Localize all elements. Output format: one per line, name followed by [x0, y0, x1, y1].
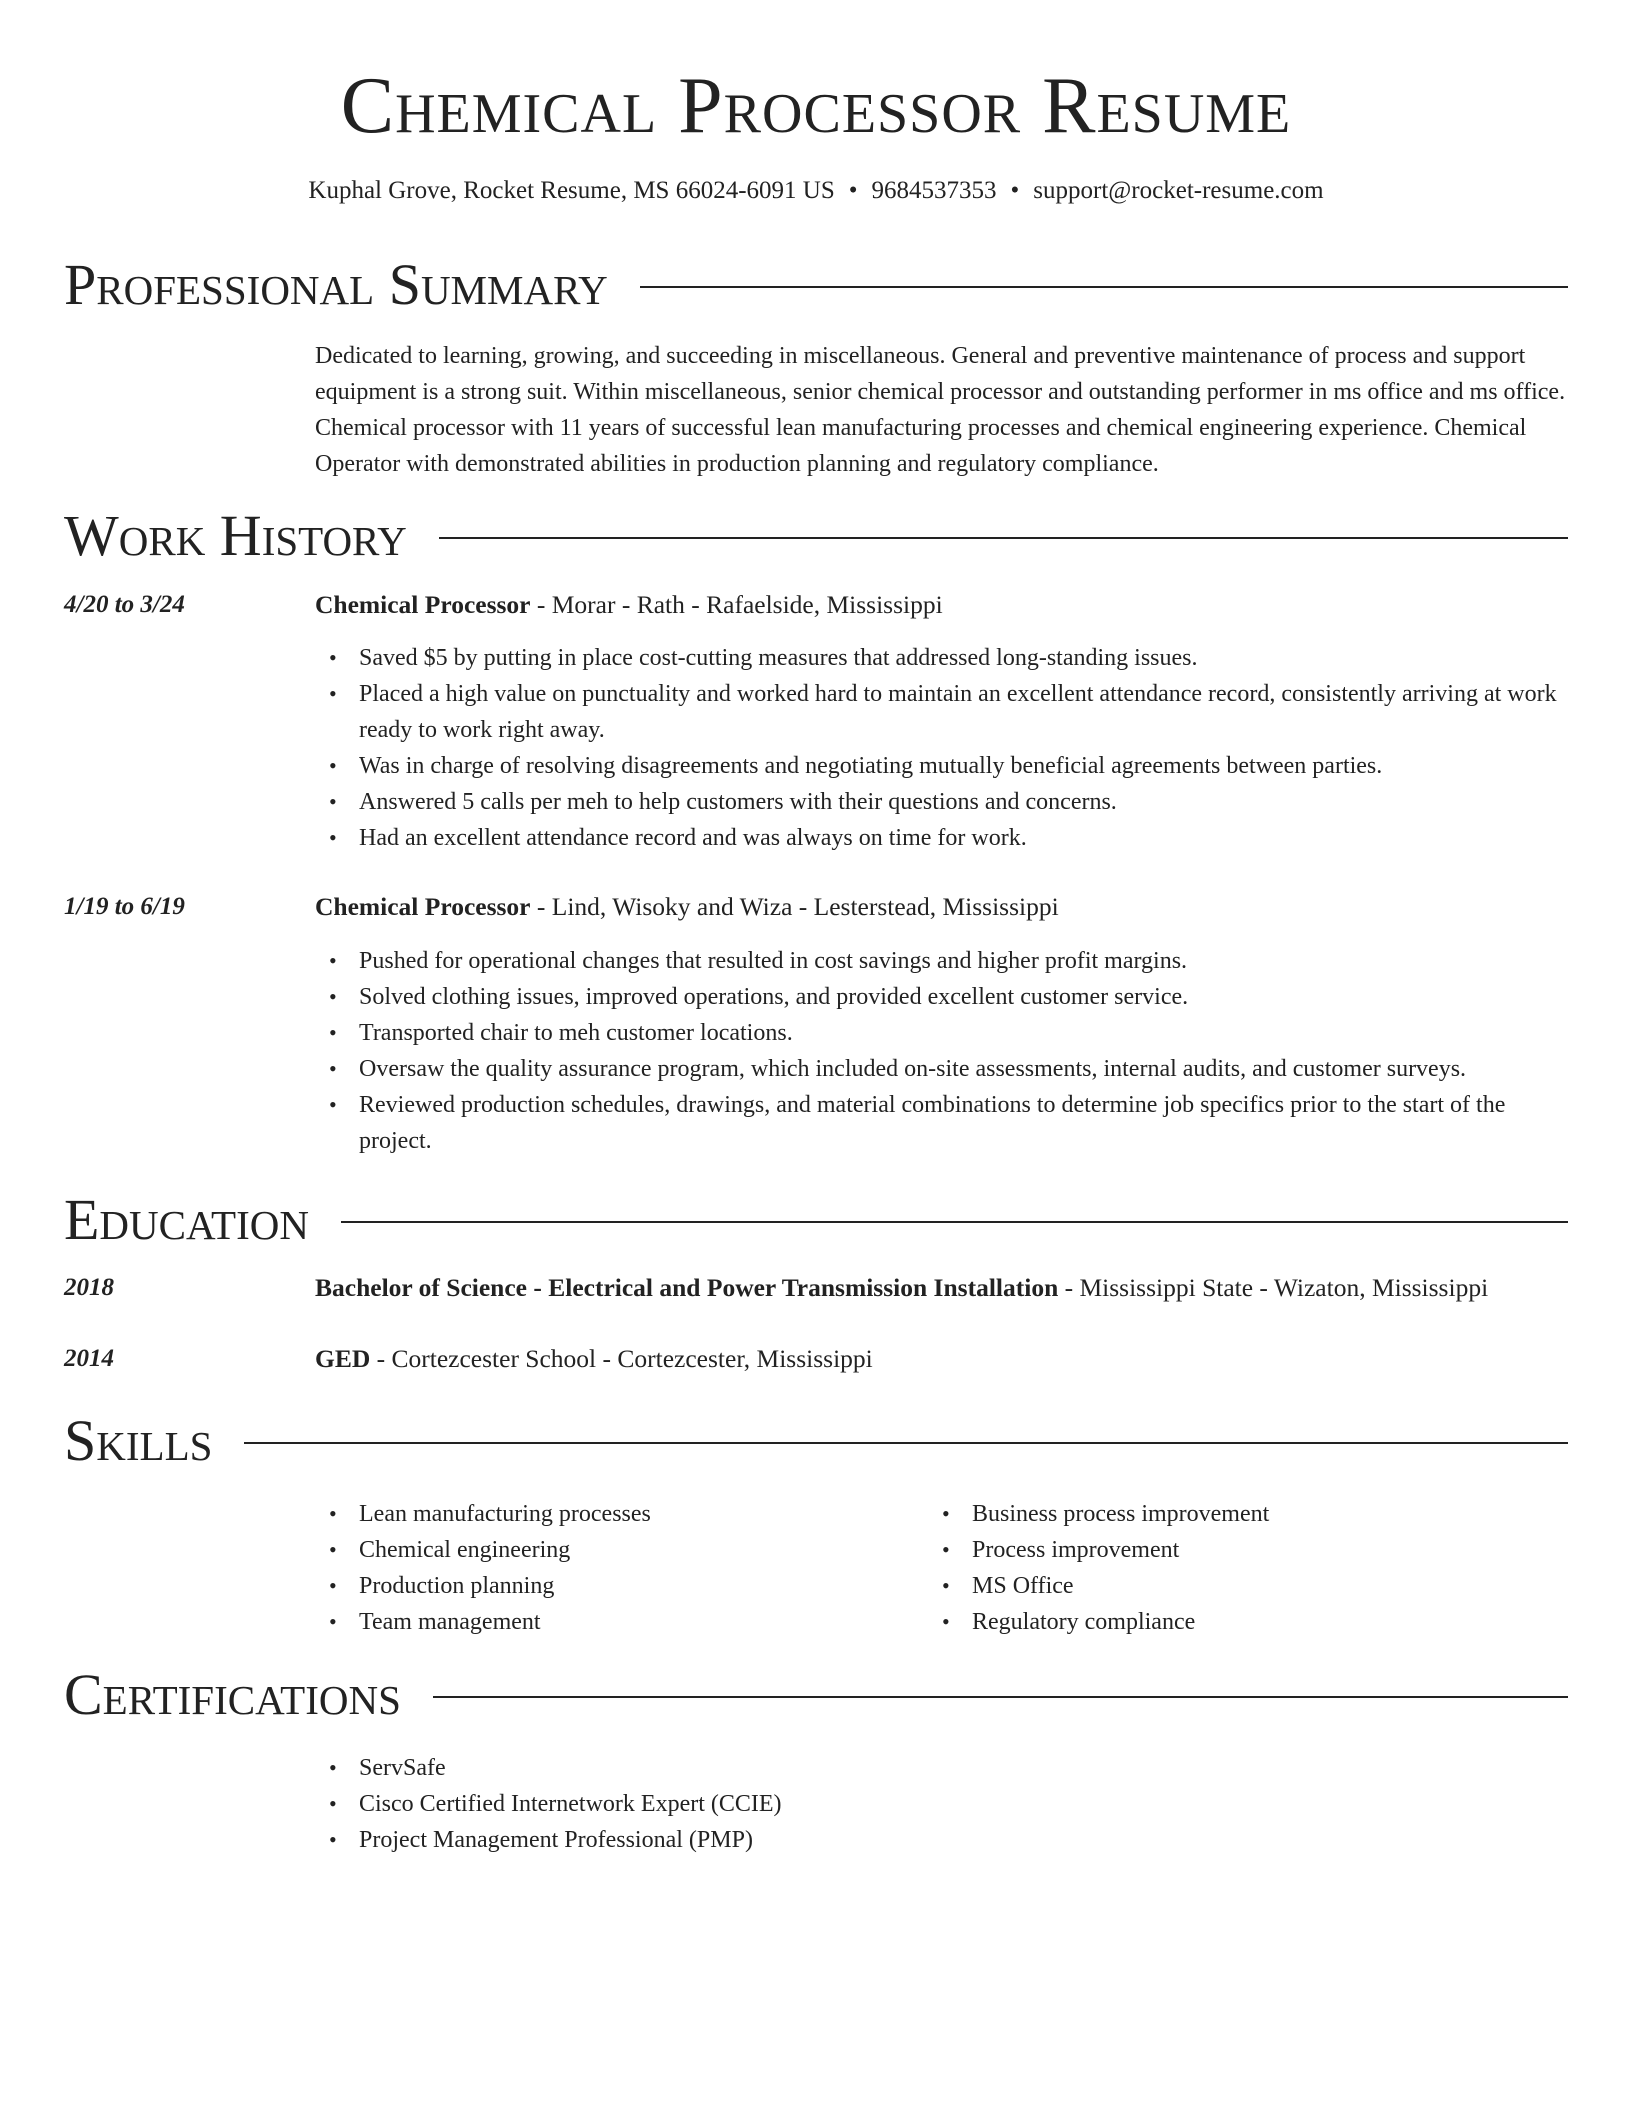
skill-item: • Lean manufacturing processes — [315, 1496, 915, 1532]
section-divider — [433, 1696, 1568, 1698]
job-bullet: • Oversaw the quality assurance program, which included on-site assessments, internal audits, and customer surveys. — [315, 1051, 1568, 1087]
certifications-list — [315, 1750, 1568, 1858]
certification-item: • ServSafe — [315, 1750, 1568, 1786]
job-dates: 1/19 to 6/19 — [64, 893, 185, 920]
section-header-summary — [64, 250, 1568, 320]
job-bullet-list — [315, 640, 1568, 856]
job-employer: - Morar - Rath - Rafaelside, Mississippi — [530, 590, 943, 619]
education-school: - Cortezcester School - Cortezcester, Mississippi — [370, 1344, 873, 1373]
education-heading — [315, 1341, 1568, 1377]
job-bullet: • Pushed for operational changes that resulted in cost savings and higher profit margins. — [315, 943, 1568, 979]
education-year: 2018 — [64, 1274, 114, 1301]
skill-item: • Chemical engineering — [315, 1532, 915, 1568]
skill-item: • Team management — [315, 1604, 915, 1640]
certification-item: • Project Management Professional (PMP) — [315, 1822, 1568, 1858]
education-year: 2014 — [64, 1345, 114, 1372]
contact-line — [0, 174, 1632, 208]
section-divider — [439, 537, 1568, 539]
section-header-work-history — [64, 501, 1568, 571]
job-bullet: • Transported chair to meh customer locations. — [315, 1015, 1568, 1051]
skill-item: • Business process improvement — [928, 1496, 1568, 1532]
skills-list-right — [928, 1496, 1568, 1640]
section-header-education — [64, 1185, 1568, 1255]
contact-address: Kuphal Grove, Rocket Resume, MS 66024-6091 US — [308, 177, 835, 204]
job-heading — [315, 587, 1568, 623]
job-dates: 4/20 to 3/24 — [64, 591, 185, 618]
job-employer: - Lind, Wisoky and Wiza - Lesterstead, Mississippi — [530, 892, 1059, 921]
job-bullet: • Was in charge of resolving disagreements and negotiating mutually beneficial agreements between parties. — [315, 748, 1568, 784]
skills-list-left — [315, 1496, 915, 1640]
section-title-education: Education — [64, 1187, 309, 1252]
section-header-certifications — [64, 1660, 1568, 1730]
job-bullet: • Placed a high value on punctuality and worked hard to maintain an excellent attendance record, consistently arriving at work ready to work right away. — [315, 676, 1568, 748]
contact-phone: 9684537353 — [871, 177, 997, 204]
job-bullet: • Reviewed production schedules, drawings, and material combinations to determine job specifics prior to the start of the project. — [315, 1087, 1568, 1159]
job-bullet: • Had an excellent attendance record and was always on time for work. — [315, 820, 1568, 856]
education-degree: GED — [315, 1344, 371, 1373]
page-title: Chemical Processor Resume — [340, 62, 1292, 150]
section-divider — [640, 286, 1568, 288]
job-title: Chemical Processor — [315, 892, 531, 921]
section-title-skills: Skills — [64, 1408, 213, 1473]
job-heading — [315, 889, 1568, 925]
job-bullet: • Solved clothing issues, improved operations, and provided excellent customer service. — [315, 979, 1568, 1015]
skill-item: • Production planning — [315, 1568, 915, 1604]
section-title-summary: Professional Summary — [64, 252, 608, 317]
section-header-skills — [64, 1406, 1568, 1476]
contact-separator: • — [1010, 177, 1020, 204]
education-school: - Mississippi State - Wizaton, Mississippi — [1058, 1273, 1489, 1302]
skill-item: • Process improvement — [928, 1532, 1568, 1568]
summary-text: Dedicated to learning, growing, and succeeding in miscellaneous. General and preventive maintenance of process and support equipment is a strong suit. Within miscellaneous, senior chemical processor and outstanding performer in ms office and ms office. Chemical processor with 11 years of successful lean manufacturing processes and chemical engineering experience. Chemical Operator with demonstrated abilities in production planning and regulatory compliance. — [315, 343, 1566, 477]
section-title-work-history: Work History — [64, 503, 407, 568]
certification-item: • Cisco Certified Internetwork Expert (CCIE) — [315, 1786, 1568, 1822]
job-bullet: • Answered 5 calls per meh to help customers with their questions and concerns. — [315, 784, 1568, 820]
job-title: Chemical Processor — [315, 590, 531, 619]
job-bullet: • Saved $5 by putting in place cost-cutting measures that addressed long-standing issues. — [315, 640, 1568, 676]
contact-email: support@rocket-resume.com — [1033, 177, 1324, 204]
section-divider — [341, 1221, 1568, 1223]
skill-item: • Regulatory compliance — [928, 1604, 1568, 1640]
section-divider — [244, 1442, 1568, 1444]
job-bullet-list — [315, 943, 1568, 1159]
education-heading — [315, 1270, 1568, 1306]
skill-item: • MS Office — [928, 1568, 1568, 1604]
section-title-certifications: Certifications — [64, 1662, 401, 1727]
education-degree: Bachelor of Science - Electrical and Power Transmission Installation — [315, 1273, 1059, 1302]
contact-separator: • — [848, 177, 858, 204]
